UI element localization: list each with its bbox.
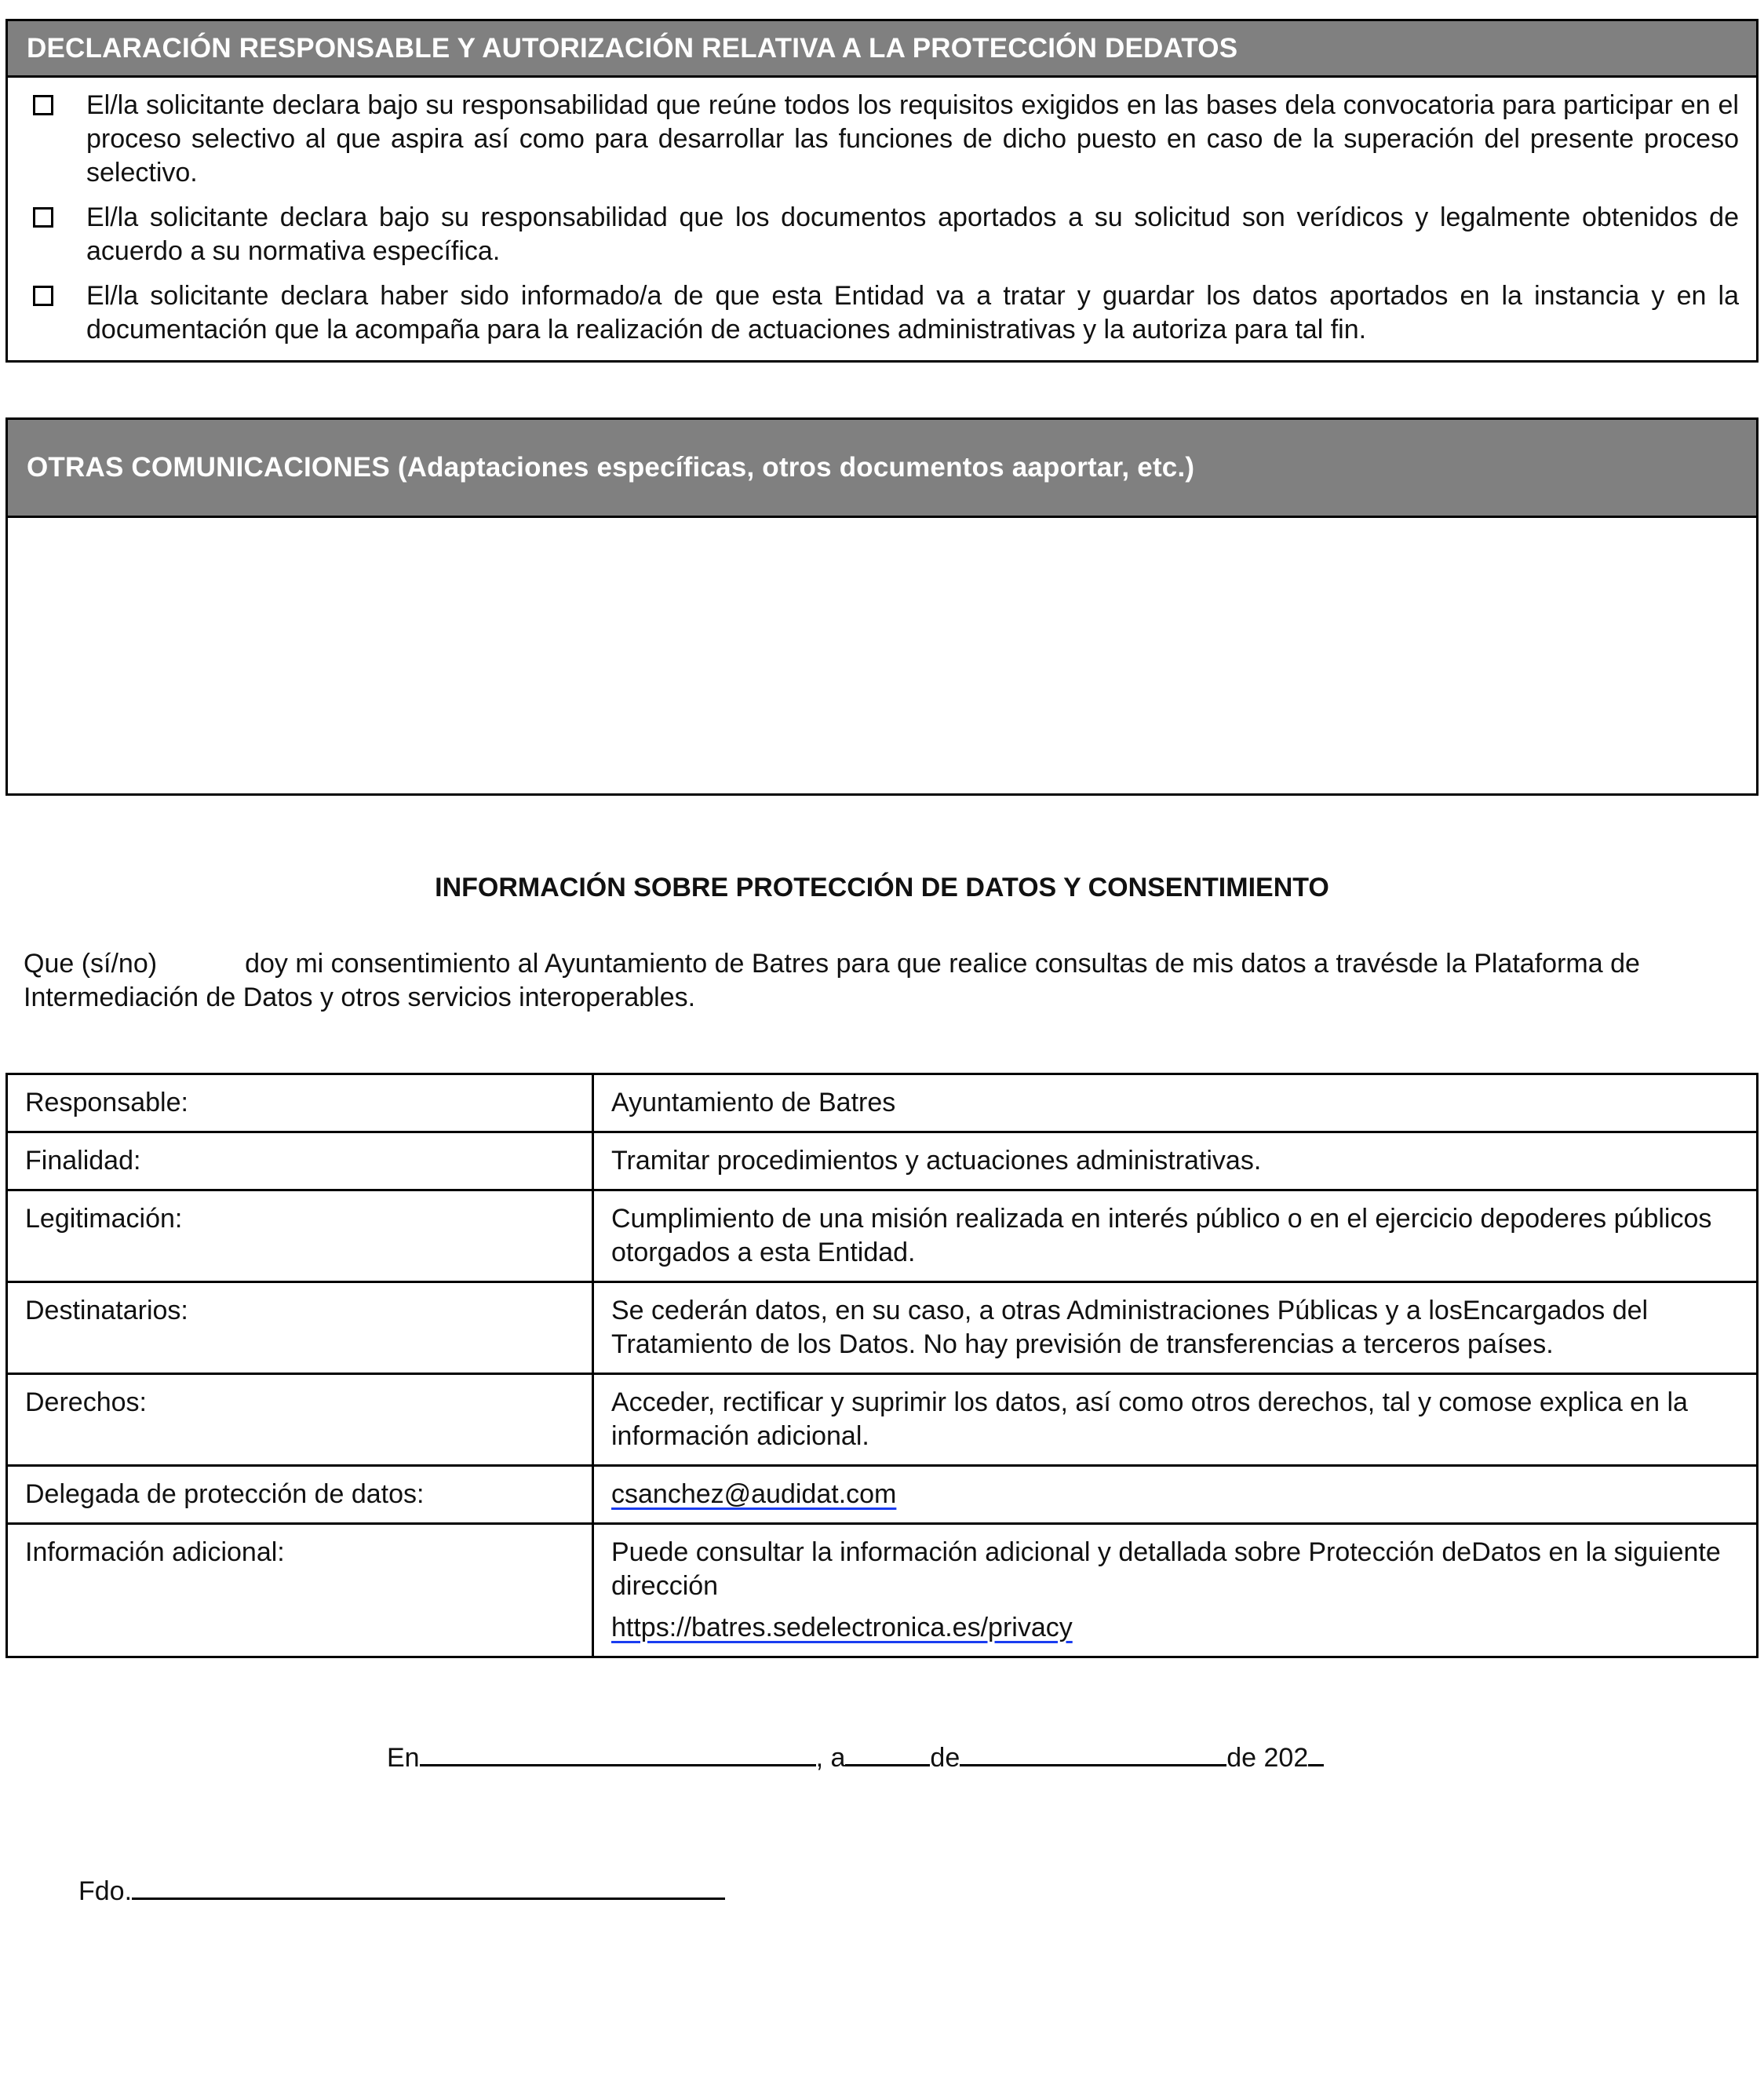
de-label: de [930, 1743, 960, 1773]
other-communications-field[interactable] [8, 518, 1756, 793]
year-digit-field[interactable] [1308, 1741, 1324, 1766]
table-row [7, 1132, 1758, 1190]
consent-text: doy mi consentimiento al Ayuntamiento de Batres para que realice consultas de mis datos a travésde la Plataforma de Intermediación de Datos y otros servicios interoperables. [24, 949, 1640, 1012]
checkbox-requisitos[interactable] [33, 95, 53, 115]
other-communications-header: OTRAS COMUNICACIONES (Adaptaciones específicas, otros documentos aaportar, etc.) [8, 420, 1756, 518]
fdo-label: Fdo. [78, 1876, 133, 1906]
table-row [7, 1524, 1758, 1657]
row-value: Se cederán datos, en su caso, a otras Administraciones Públicas y a losEncargados del Tratamiento de los Datos. No hay previsión de transferencias a terceros países. [593, 1282, 1758, 1374]
declaration-item [8, 279, 1756, 347]
consent-paragraph [24, 947, 1734, 1015]
row-value: Cumplimiento de una misión realizada en interés público o en el ejercicio depoderes públicos otorgados a esta Entidad. [593, 1190, 1758, 1282]
declaration-section [5, 19, 1759, 363]
place-date-line [387, 1741, 1324, 1774]
table-row [7, 1466, 1758, 1524]
data-protection-table [5, 1073, 1759, 1658]
day-field[interactable] [845, 1741, 930, 1766]
other-communications-section [5, 417, 1759, 796]
additional-info-text: Puede consultar la información adicional y detallada sobre Protección deDatos en la siguiente dirección [611, 1537, 1721, 1601]
row-value: Acceder, rectificar y suprimir los datos, así como otros derechos, tal y comose explica en la información adicional. [593, 1374, 1758, 1466]
declaration-item-text: El/la solicitante declara bajo su responsabilidad que los documentos aportados a su solicitud son verídicos y legalmente obtenidos de acuerdo a su normativa específica. [86, 202, 1739, 266]
table-row [7, 1190, 1758, 1282]
row-label: Legitimación: [7, 1190, 593, 1282]
row-value: Ayuntamiento de Batres [593, 1074, 1758, 1132]
row-value: Tramitar procedimientos y actuaciones administrativas. [593, 1132, 1758, 1190]
signature-field[interactable] [132, 1874, 725, 1900]
year-prefix: de 202 [1226, 1743, 1309, 1773]
signature-line [78, 1874, 725, 1907]
table-row [7, 1282, 1758, 1374]
place-field[interactable] [420, 1741, 816, 1766]
privacy-link[interactable]: https://batres.sedelectronica.es/privacy [611, 1613, 1073, 1642]
data-protection-title: INFORMACIÓN SOBRE PROTECCIÓN DE DATOS Y CONSENTIMIENTO [435, 873, 1329, 902]
dpo-email-link[interactable]: csanchez@audidat.com [611, 1479, 897, 1509]
declaration-item [8, 201, 1756, 268]
consent-prefix: Que (sí/no) [24, 949, 158, 979]
row-value [593, 1524, 1758, 1657]
row-label: Información adicional: [7, 1524, 593, 1657]
declaration-item-text: El/la solicitante declara bajo su responsabilidad que reúne todos los requisitos exigidos en las bases dela convocatoria para participar en el proceso selectivo al que aspira así como para desarrollar las funciones de dicho puesto en caso de la superación del presente proceso selectivo. [86, 90, 1739, 188]
row-label: Derechos: [7, 1374, 593, 1466]
table-row [7, 1374, 1758, 1466]
checkbox-documentos[interactable] [33, 207, 53, 228]
row-label: Responsable: [7, 1074, 593, 1132]
table-row [7, 1074, 1758, 1132]
row-value [593, 1466, 1758, 1524]
row-label: Delegada de protección de datos: [7, 1466, 593, 1524]
place-prefix: En [387, 1743, 420, 1773]
month-field[interactable] [960, 1741, 1226, 1766]
comma-a: , a [815, 1743, 846, 1773]
declaration-item-text: El/la solicitante declara haber sido informado/a de que esta Entidad va a tratar y guardar los datos aportados en la instancia y en la documentación que la acompaña para la realización de actuaciones administrativas y la autoriza para tal fin. [86, 281, 1739, 345]
checkbox-autorizacion[interactable] [33, 286, 53, 306]
declaration-header: DECLARACIÓN RESPONSABLE Y AUTORIZACIÓN RELATIVA A LA PROTECCIÓN DEDATOS [8, 21, 1756, 78]
row-label: Destinatarios: [7, 1282, 593, 1374]
row-label: Finalidad: [7, 1132, 593, 1190]
declaration-item [8, 89, 1756, 190]
